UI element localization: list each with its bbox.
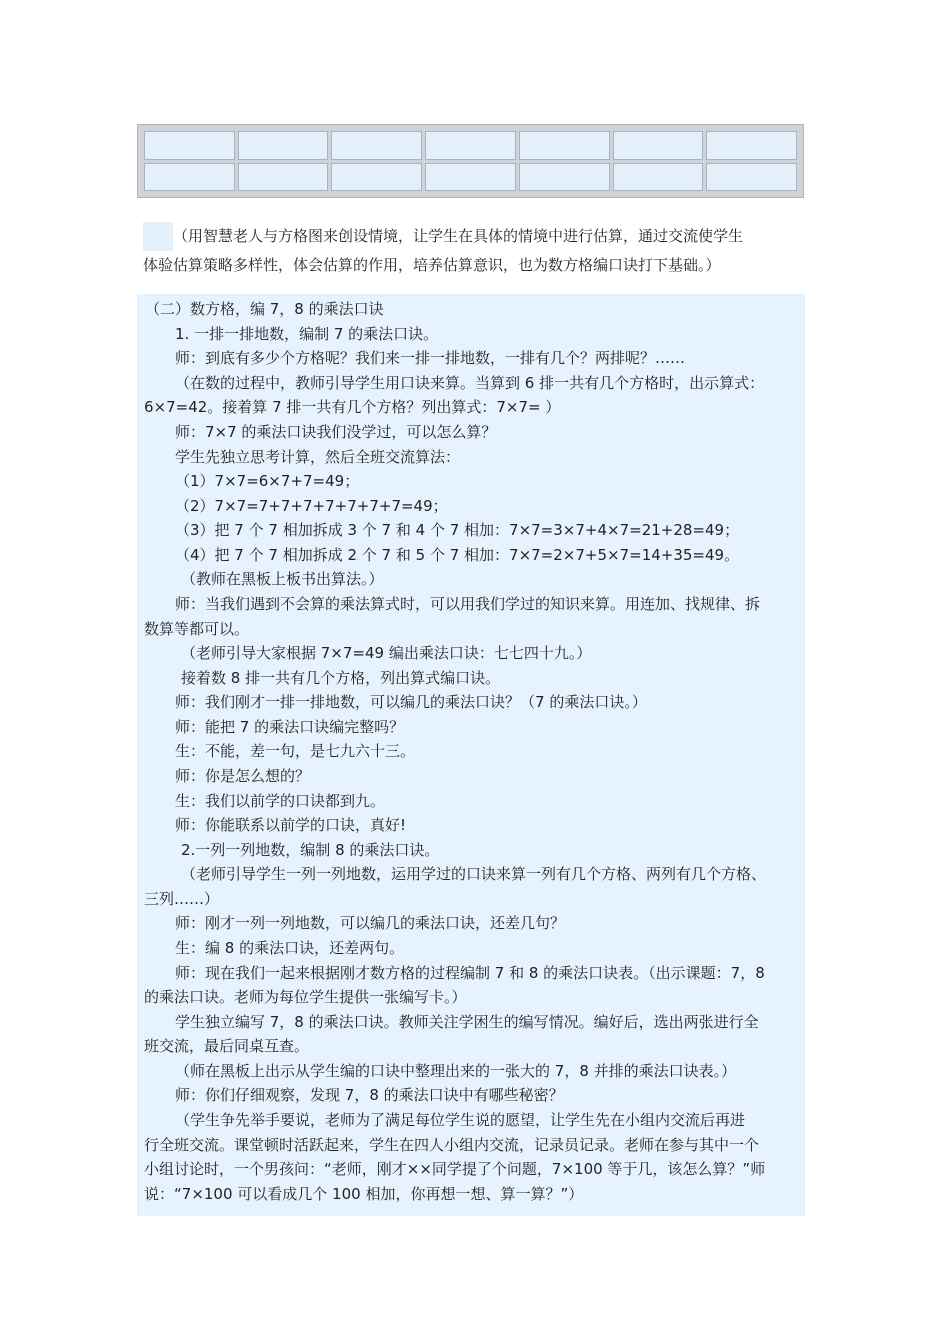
- grid-row: [144, 163, 797, 192]
- line: 师：7×7 的乘法口诀我们没学过，可以怎么算？: [175, 423, 497, 441]
- grid-row: [144, 131, 797, 160]
- line: 6×7=42。接着算 7 排一共有几个方格？列出算式：7×7= ）: [144, 398, 561, 416]
- grid-cell: [519, 131, 610, 160]
- line: 师：你是怎么想的？: [175, 767, 311, 785]
- grid-cell: [331, 163, 422, 192]
- line: 的乘法口诀。老师为每位学生提供一张编写卡。）: [144, 988, 467, 1006]
- grid-cell: [613, 163, 704, 192]
- line: 生：不能，差一句，是七九六十三。: [175, 742, 416, 760]
- intro-line: [143, 222, 805, 251]
- line: 2.一列一列地数，编制 8 的乘法口诀。: [181, 841, 440, 859]
- line: 生：编 8 的乘法口诀，还差两句。: [175, 939, 405, 957]
- line: （4）把 7 个 7 相加拆成 2 个 7 和 5 个 7 相加：7×7=2×7+5×7=14+35=49。: [175, 546, 740, 564]
- intro-paragraph: [143, 222, 805, 280]
- line: （教师在黑板上板书出算法。）: [181, 570, 384, 588]
- line: 生：我们以前学的口诀都到九。: [175, 792, 386, 810]
- line: （老师引导学生一列一列地数，运用学过的口诀来算一列有几个方格、两列有几个方格、: [181, 865, 767, 883]
- line: 师：到底有多少个方格呢？我们来一排一排地数，一排有几个？两排呢？……: [175, 349, 686, 367]
- grid-cell: [144, 131, 235, 160]
- line: 师：刚才一列一列地数，可以编几的乘法口诀，还差几句？: [175, 914, 566, 932]
- line: （1）7×7=6×7+7=49；: [175, 472, 360, 490]
- line: 说：“7×100 可以看成几个 100 相加，你再想一想、算一算？”）: [144, 1185, 584, 1203]
- grid-cell: [144, 163, 235, 192]
- grid-cell: [706, 131, 797, 160]
- line: 师：你能联系以前学的口诀，真好!: [175, 816, 407, 834]
- line: （师在黑板上出示从学生编的口诀中整理出来的一张大的 7，8 并排的乘法口诀表。）: [175, 1062, 737, 1080]
- line: 学生先独立思考计算，然后全班交流算法：: [175, 448, 461, 466]
- grid-cell: [425, 163, 516, 192]
- intro-line: 体验估算策略多样性，体会估算的作用，培养估算意识，也为数方格编口诀打下基础。）: [143, 256, 721, 274]
- line: 班交流，最后同桌互查。: [144, 1037, 310, 1055]
- empty-grid-table: [137, 124, 804, 198]
- grid-cell: [238, 163, 329, 192]
- line: 师：能把 7 的乘法口诀编完整吗？: [175, 718, 405, 736]
- line: 三列……）: [144, 890, 220, 908]
- line: 小组讨论时，一个男孩问：“老师，刚才××同学提了个问题，7×100 等于几，该怎么算？”师: [144, 1160, 766, 1178]
- line: 1. 一排一排地数，编制 7 的乘法口诀。: [175, 325, 439, 343]
- line: （2）7×7=7+7+7+7+7+7+7=49；: [175, 497, 448, 515]
- grid-cell: [425, 131, 516, 160]
- grid-cell: [238, 131, 329, 160]
- grid-cell: [706, 163, 797, 192]
- grid-cell: [519, 163, 610, 192]
- line: （3）把 7 个 7 相加拆成 3 个 7 和 4 个 7 相加：7×7=3×7+4×7=21+28=49；: [175, 521, 740, 539]
- line: （学生争先举手要说，老师为了满足每位学生说的愿望，让学生先在小组内交流后再进: [175, 1111, 746, 1129]
- line: 师：现在我们一起来根据刚才数方格的过程编制 7 和 8 的乘法口诀表。（出示课题：7，8: [175, 964, 765, 982]
- section-heading: （二）数方格，编 7，8 的乘法口诀: [145, 300, 384, 318]
- indent-highlight: [143, 222, 173, 251]
- intro-text-1: （用智慧老人与方格图来创设情境，让学生在具体的情境中进行估算，通过交流使学生: [173, 227, 744, 245]
- grid-table: [141, 128, 800, 194]
- line: 接着数 8 排一共有几个方格，列出算式编口诀。: [181, 669, 501, 687]
- line: 学生独立编写 7，8 的乘法口诀。教师关注学困生的编写情况。编好后，选出两张进行全: [175, 1013, 759, 1031]
- line: 师：我们刚才一排一排地数，可以编几的乘法口诀？（7 的乘法口诀。）: [175, 693, 647, 711]
- grid-cell: [331, 131, 422, 160]
- grid-cell: [613, 131, 704, 160]
- line: 行全班交流。课堂顿时活跃起来，学生在四人小组内交流，记录员记录。老师在参与其中一个: [144, 1136, 760, 1154]
- line: 数算等都可以。: [144, 620, 250, 638]
- line: 师：你们仔细观察，发现 7，8 的乘法口诀中有哪些秘密？: [175, 1086, 564, 1104]
- lesson-section: [137, 294, 805, 1216]
- line: （在数的过程中，教师引导学生用口诀来算。当算到 6 排一共有几个方格时，出示算式：: [175, 374, 765, 392]
- line: 师：当我们遇到不会算的乘法算式时，可以用我们学过的知识来算。用连加、找规律、拆: [175, 595, 761, 613]
- line: （老师引导大家根据 7×7=49 编出乘法口诀：七七四十九。）: [181, 644, 592, 662]
